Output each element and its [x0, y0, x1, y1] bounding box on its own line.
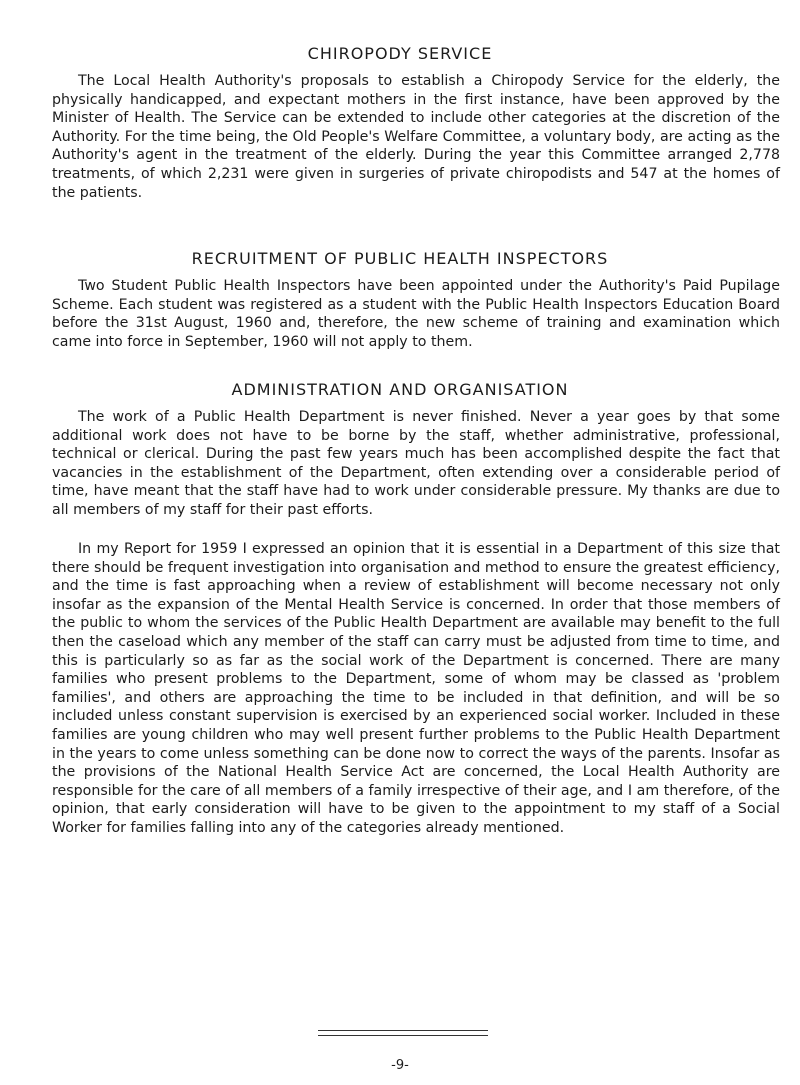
page-number: -9- — [391, 1058, 409, 1073]
paragraph-administration-2: In my Report for 1959 I expressed an opinion that it is essential in a Department of this size that there should be frequent investigation into organisation and method to ensure the greatest efficiency, and the time is fast approaching when a review of establishment will become necessary not only insofar as the expansion of the Mental Health Service is concerned. In order that those members of the public to whom the services of the Public Health Department are available may benefit to the full then the caseload which any member of the staff can carry must be adjusted from time to time, and this is particularly so as far as the social work of the Department is concerned. There are many families who present problems to the Department, some of whom may be classed as 'problem families', and others are approaching the time to be included in that definition, and will be so included unless constant supervision is exercised by an experienced social worker. Included in these families are young children who may well present further problems to the Public Health Department in the years to come unless something can be done now to correct the ways of the parents. Insofar as the provisions of the National Health Service Act are concerned, the Local Health Authority are responsible for the care of all members of a family irrespective of their age, and I am therefore, of the opinion, that early consideration will have to be given to the appointment to my staff of a Social Worker for families falling into any of the categories already mentioned. — [52, 541, 780, 836]
paragraph-recruitment: Two Student Public Health Inspectors have been appointed under the Authority's Paid Pupilage Scheme. Each student was registered as a student with the Public Health Inspectors Education Board before the 31st August, 1960 and, therefore, the new scheme of training and examination which came into force in September, 1960 will not apply to them. — [52, 278, 780, 350]
paragraph-chiropody: The Local Health Authority's proposals to establish a Chiropody Service for the elderly, the physically handicapped, and expectant mothers in the first instance, have been approved by the Minister of Health. The Service can be extended to include other categories at the discretion of the Authority. For the time being, the Old People's Welfare Committee, a voluntary body, are acting as the Authority's agent in the treatment of the elderly. During the year this Committee arranged 2,778 treatments, of which 2,231 were given in surgeries of private chiropodists and 547 at the homes of the patients. — [52, 73, 780, 201]
paragraph-administration-1: The work of a Public Health Department is never finished. Never a year goes by that some additional work does not have to be borne by the staff, whether administrative, professional, technical or clerical. During the past few years much has been accomplished despite the fact that vacancies in the establishment of the Department, often extending over a considerable period of time, have meant that the staff have had to work under considerable pressure. My thanks are due to all members of my staff for their past efforts. — [52, 409, 780, 518]
heading-recruitment: RECRUITMENT OF PUBLIC HEALTH INSPECTORS — [191, 249, 609, 268]
heading-chiropody-service: CHIROPODY SERVICE — [307, 44, 493, 63]
heading-administration: ADMINISTRATION AND ORGANISATION — [231, 380, 569, 399]
divider-rule — [318, 1035, 488, 1036]
divider-rule — [318, 1030, 488, 1031]
